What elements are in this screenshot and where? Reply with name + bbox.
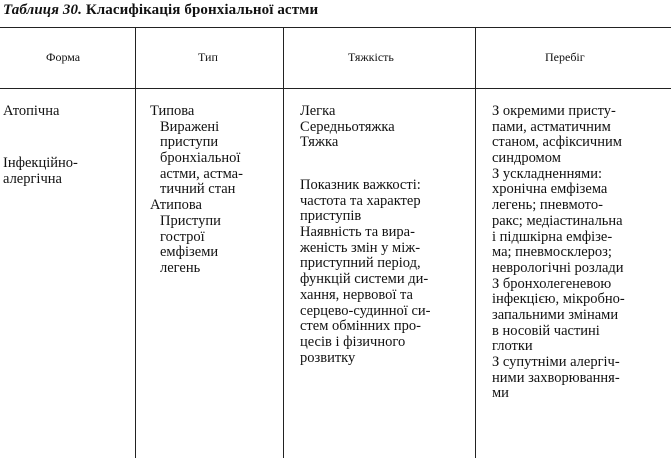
- course-line: і підшкірна емфізе-: [492, 228, 613, 245]
- severity-line: розвитку: [300, 349, 356, 366]
- column-divider-3: [475, 28, 476, 458]
- course-line: запальними змінами: [492, 306, 619, 323]
- severity-line: функцій системи ди-: [300, 271, 429, 288]
- type-line: бронхіальної: [160, 150, 241, 167]
- severity-line: Тяжка: [300, 134, 339, 151]
- type-line: тичний стан: [160, 181, 236, 198]
- course-line: ракс; медіастинальна: [492, 212, 623, 229]
- severity-line: Наявність та вира-: [300, 224, 415, 241]
- table-caption: [3, 2, 318, 19]
- severity-cell-criteria: [300, 178, 468, 366]
- course-line: ними захворювання-: [492, 369, 620, 386]
- course-line: легень; пневмото-: [492, 197, 603, 214]
- table-caption-title: Класифікація бронхіальної астми: [85, 2, 319, 18]
- table-top-rule: [0, 27, 671, 28]
- severity-line: приступів: [300, 208, 362, 225]
- type-line: приступи: [160, 134, 219, 151]
- type-line: гострої: [160, 228, 205, 245]
- header-severity: Тяжкість: [348, 50, 394, 64]
- form-atopic: Атопічна: [3, 103, 60, 119]
- course-line: глотки: [492, 338, 533, 355]
- type-line: Типова: [150, 103, 195, 119]
- form-cell-atopic: [3, 104, 59, 120]
- header-form: Форма: [46, 50, 81, 64]
- type-line: Атипова: [150, 197, 202, 214]
- severity-line: Легка: [300, 103, 336, 119]
- type-line: емфіземи: [160, 244, 219, 261]
- course-line: З окремими присту-: [492, 103, 616, 119]
- table-caption-label: Таблиця 30.: [3, 2, 82, 18]
- type-line: Приступи: [160, 212, 221, 229]
- column-divider-2: [283, 28, 284, 458]
- course-line: неврологічні розлади: [492, 259, 624, 276]
- header-course: Перебіг: [545, 50, 585, 64]
- form-infectious-line-1: Інфекційно-: [3, 155, 78, 171]
- course-line: хронічна емфізема: [492, 181, 608, 198]
- severity-line: частота та характер: [300, 192, 421, 209]
- type-line: Виражені: [160, 118, 220, 135]
- severity-line: хання, нервової та: [300, 286, 413, 303]
- type-line: легень: [160, 259, 201, 276]
- course-line: ми: [492, 385, 509, 402]
- course-line: ма; пневмосклероз;: [492, 244, 612, 261]
- course-line: З ускладненнями:: [492, 165, 603, 182]
- severity-line: стем обмінних про-: [300, 318, 421, 335]
- table-header-rule: [0, 88, 671, 89]
- severity-line: женість змін у між-: [300, 239, 421, 256]
- course-line: в носовій частині: [492, 322, 600, 339]
- severity-line: серцево-судинної си-: [300, 302, 431, 319]
- severity-line: цесів і фізичного: [300, 333, 406, 350]
- course-line: інфекцією, мікробно-: [492, 291, 625, 308]
- course-line: З бронхолегеневою: [492, 275, 612, 292]
- form-cell-infectious: [3, 156, 78, 187]
- header-type: Тип: [198, 50, 218, 64]
- severity-line: Показник важкості:: [300, 177, 421, 193]
- form-infectious-line-2: алергічна: [3, 170, 62, 187]
- severity-cell-grades: [300, 104, 468, 151]
- severity-line: Середньотяжка: [300, 118, 395, 135]
- course-line: синдромом: [492, 150, 561, 167]
- course-cell: [492, 104, 666, 402]
- course-line: З супутніми алергіч-: [492, 354, 620, 370]
- course-line: станом, асфіксичним: [492, 134, 622, 151]
- type-cell: [150, 104, 243, 277]
- column-divider-1: [135, 28, 136, 458]
- type-line: астми, астма-: [160, 165, 243, 182]
- severity-line: приступний період,: [300, 255, 421, 272]
- course-line: пами, астматичним: [492, 118, 611, 135]
